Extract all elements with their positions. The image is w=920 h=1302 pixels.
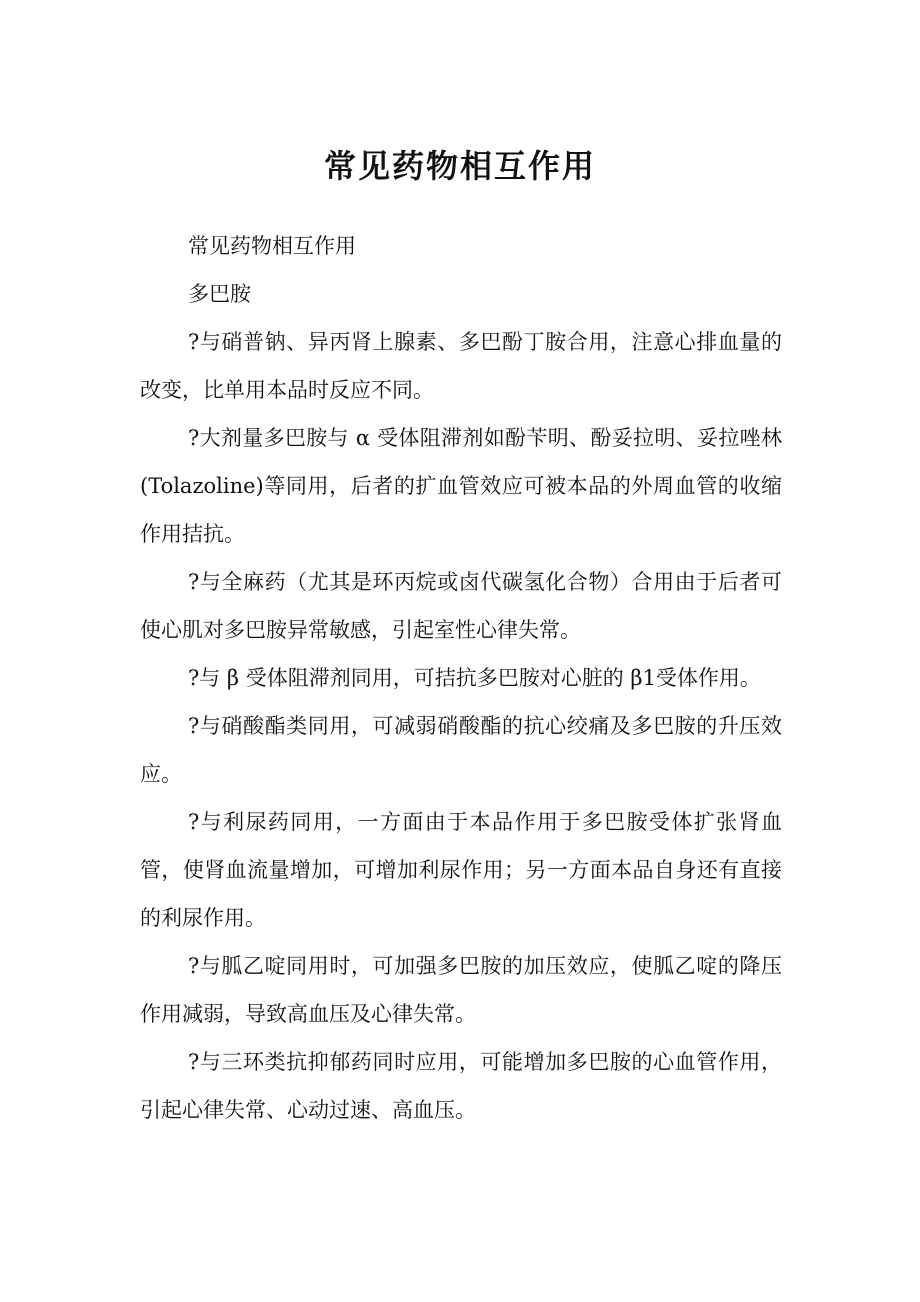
document-title: 常见药物相互作用 bbox=[323, 147, 596, 185]
paragraph-interaction: ?与三环类抗抑郁药同时应用，可能增加多巴胺的心血管作用，引起心律失常、心动过速、高血压。 bbox=[140, 1050, 782, 1122]
paragraph-interaction: ?与胍乙啶同用时，可加强多巴胺的加压效应，使胍乙啶的降压作用减弱，导致高血压及心律失常。 bbox=[140, 954, 782, 1026]
paragraph-drug-name: 多巴胺 bbox=[188, 282, 251, 306]
paragraph-interaction: ?与硝酸酯类同用，可减弱硝酸酯的抗心绞痛及多巴胺的升压效应。 bbox=[140, 714, 782, 786]
paragraph-interaction: ?与利尿药同用，一方面由于本品作用于多巴胺受体扩张肾血管，使肾血流量增加，可增加利尿作用；另一方面本品自身还有直接的利尿作用。 bbox=[140, 810, 782, 930]
paragraph-interaction: ?与全麻药（尤其是环丙烷或卤代碳氢化合物）合用由于后者可使心肌对多巴胺异常敏感，引起室性心律失常。 bbox=[140, 570, 782, 642]
paragraph-subtitle: 常见药物相互作用 bbox=[188, 234, 356, 258]
paragraph-interaction: ?大剂量多巴胺与 α 受体阻滞剂如酚苄明、酚妥拉明、妥拉唑林(Tolazoline)等同用，后者的扩血管效应可被本品的外周血管的收缩作用拮抗。 bbox=[140, 426, 782, 546]
paragraph-interaction: ?与硝普钠、异丙肾上腺素、多巴酚丁胺合用，注意心排血量的改变，比单用本品时反应不同。 bbox=[140, 330, 782, 402]
paragraph-interaction: ?与 β 受体阻滞剂同用，可拮抗多巴胺对心脏的 β1受体作用。 bbox=[188, 666, 761, 690]
document-body bbox=[140, 222, 782, 1134]
